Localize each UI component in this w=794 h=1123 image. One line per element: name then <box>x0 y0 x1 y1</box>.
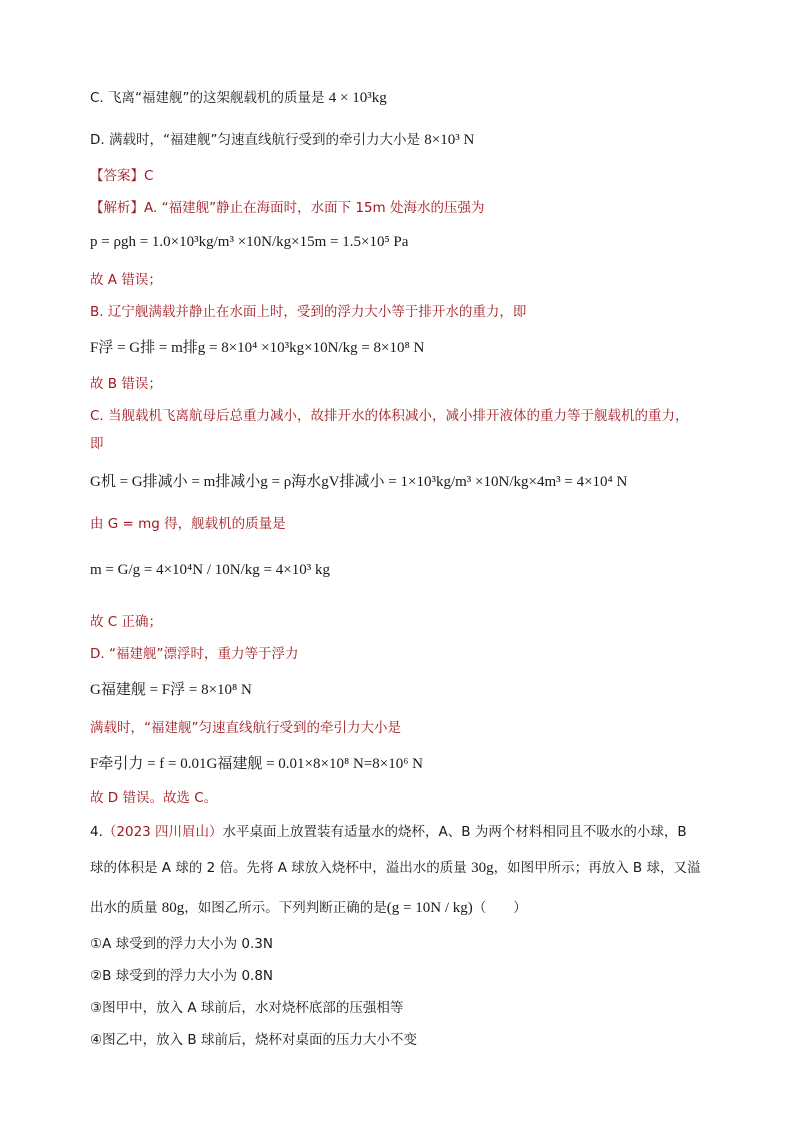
question4-source: （2023 四川眉山） <box>102 824 223 840</box>
question4-text1: 水平桌面上放置装有适量水的烧杯，A、B 为两个材料相同且不吸水的小球，B <box>222 824 687 840</box>
option-c-formula: 4 × 10³kg <box>328 90 387 106</box>
analysis-b-result: 故 B 错误； <box>90 376 162 392</box>
analysis-c-formula: G机 = G排减小 = m排减小g = ρ海水gV排减小 = 1×10³kg/m³ ×10N/kg×4m³ = 4×10⁴ N <box>90 474 628 490</box>
analysis-c-result: 故 C 正确； <box>90 614 163 630</box>
question4-text2b: ，如图甲所示；再放入 B 球，又溢 <box>493 860 701 876</box>
analysis-d-intro: D. “福建舰”漂浮时，重力等于浮力 <box>90 646 299 662</box>
option-d <box>90 130 474 150</box>
analysis-d-formula1: G福建舰 = F浮 = 8×10⁸ N <box>90 682 252 698</box>
question4-option-1: ①A 球受到的浮力大小为 0.3N <box>90 936 273 952</box>
option-c-text: C. 飞离“福建舰”的这架舰载机的质量是 <box>90 90 325 106</box>
question4-g-value: (g = 10N / kg) <box>386 900 473 916</box>
analysis-c-mass-formula: m = G/g = 4×10⁴N / 10N/kg = 4×10³ kg <box>90 562 330 578</box>
analysis-a-result: 故 A 错误； <box>90 272 162 288</box>
question4-text3b: ，如图乙所示。下列判断正确的是 <box>184 900 387 916</box>
question4-option-3: ③图甲中，放入 A 球前后，水对烧杯底部的压强相等 <box>90 1000 404 1016</box>
question4-number: 4. <box>90 824 103 840</box>
question4-mass-a: 30g <box>471 860 494 876</box>
question4-option-2: ②B 球受到的浮力大小为 0.8N <box>90 968 274 984</box>
question4-option-4: ④图乙中，放入 B 球前后，烧杯对桌面的压力大小不变 <box>90 1032 417 1048</box>
question4-answer-paren: （ ） <box>472 900 527 916</box>
analysis-c-intro2: 即 <box>90 436 104 452</box>
analysis-c-mass-text: 由 G = mg 得，舰载机的质量是 <box>90 516 286 532</box>
question4-line1 <box>90 822 687 842</box>
analysis-d-formula2: F牵引力 = f = 0.01G福建舰 = 0.01×8×10⁸ N=8×10⁶ N <box>90 756 424 772</box>
analysis-c-intro: C. 当舰载机飞离航母后总重力减小，故排开水的体积减小，减小排开液体的重力等于舰载机的重力， <box>90 408 689 424</box>
question4-mass-b: 80g <box>161 900 185 916</box>
analysis-a-text: A. “福建舰”静止在海面时，水面下 15m 处海水的压强为 <box>144 200 485 216</box>
answer-label: 【答案】 <box>90 168 144 184</box>
question4-line3 <box>90 898 527 918</box>
option-c <box>90 88 387 108</box>
answer-line <box>90 166 153 186</box>
analysis-a-intro <box>90 198 484 218</box>
analysis-b-intro: B. 辽宁舰满载并静止在水面上时，受到的浮力大小等于排开水的重力，即 <box>90 304 527 320</box>
analysis-a-formula: p = ρgh = 1.0×10³kg/m³ ×10N/kg×15m = 1.5×10⁵ Pa <box>90 234 409 250</box>
question4-line2 <box>90 858 700 878</box>
analysis-label: 【解析】 <box>90 200 144 216</box>
question4-text3a: 出水的质量 <box>90 900 158 916</box>
answer-value: C <box>144 168 154 184</box>
option-d-formula: 8×10³ N <box>424 132 475 148</box>
analysis-d-result: 故 D 错误。故选 C。 <box>90 790 218 806</box>
analysis-b-formula: F浮 = G排 = m排g = 8×10⁴ ×10³kg×10N/kg = 8×10⁸ N <box>90 340 425 356</box>
question4-text2a: 球的体积是 A 球的 2 倍。先将 A 球放入烧杯中，溢出水的质量 <box>90 860 467 876</box>
option-d-text: D. 满载时，“福建舰”匀速直线航行受到的牵引力大小是 <box>90 132 420 148</box>
analysis-d-text2: 满载时，“福建舰”匀速直线航行受到的牵引力大小是 <box>90 720 401 736</box>
